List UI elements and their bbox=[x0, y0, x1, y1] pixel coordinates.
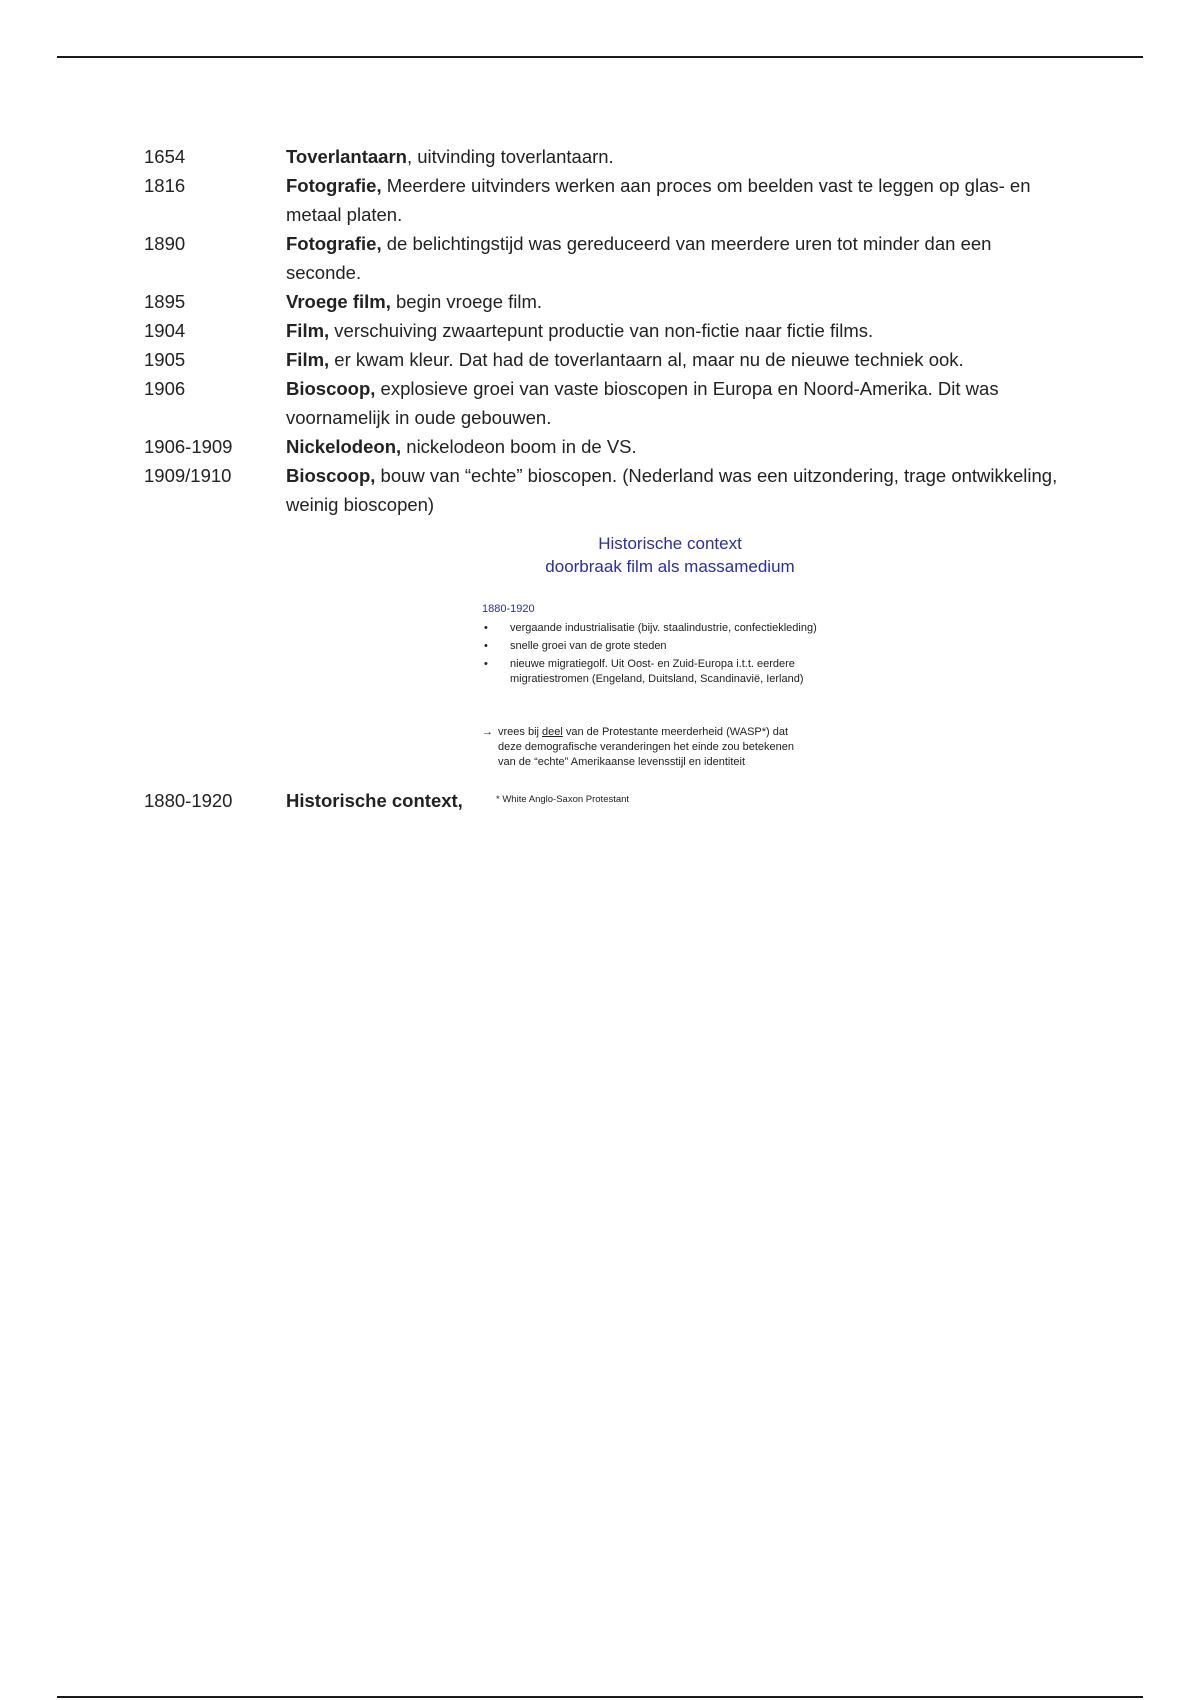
entry-text bbox=[286, 461, 1064, 519]
entry-text bbox=[286, 374, 1064, 432]
entry-term: Fotografie, bbox=[286, 175, 382, 196]
timeline-entry bbox=[144, 287, 1064, 316]
slide-bullet-text: snelle groei van de grote steden bbox=[510, 640, 667, 652]
slide-bullet-list bbox=[482, 621, 862, 690]
header-rule bbox=[57, 56, 1143, 58]
slide-title-line2: doorbraak film als massamedium bbox=[545, 557, 795, 576]
slide-title-line1: Historische context bbox=[598, 534, 742, 553]
slide-footnote: * White Anglo-Saxon Protestant bbox=[496, 794, 630, 805]
entry-year: 1654 bbox=[144, 146, 186, 167]
entry-text bbox=[286, 142, 1064, 171]
entry-year: 1906 bbox=[144, 378, 186, 399]
bullet-icon: • bbox=[484, 658, 488, 670]
entry-year: 1880-1920 bbox=[144, 790, 233, 811]
entry-description: er kwam kleur. Dat had de toverlantaarn al, maar nu de nieuwe techniek ook. bbox=[329, 349, 964, 370]
note-line-3: van de “echte” Amerikaanse levensstijl en identiteit bbox=[498, 756, 746, 768]
timeline-entry bbox=[144, 316, 1064, 345]
entry-term: Fotografie, bbox=[286, 233, 382, 254]
entry-term: Film, bbox=[286, 349, 330, 370]
entry-year: 1904 bbox=[144, 320, 186, 341]
note-text-post: van de Protestante meerderheid (WASP*) dat bbox=[562, 726, 789, 738]
entry-description: de belichtingstijd was gereduceerd van meerdere uren tot minder dan een seconde. bbox=[286, 233, 992, 283]
timeline-entry bbox=[144, 432, 1064, 461]
entry-term: Nickelodeon, bbox=[286, 436, 402, 457]
entry-text bbox=[286, 171, 1064, 229]
timeline-entry-historical bbox=[144, 788, 463, 814]
entry-year: 1890 bbox=[144, 233, 186, 254]
entry-description: begin vroege film. bbox=[390, 291, 543, 312]
entry-description: Meerdere uitvinders werken aan proces om beelden vast te leggen op glas- en metaal platen. bbox=[286, 175, 1031, 225]
slide-bullet-text: vergaande industrialisatie (bijv. staalindustrie, confectiekleding) bbox=[510, 622, 817, 634]
entry-description: explosieve groei van vaste bioscopen in Europa en Noord-Amerika. Dit was voornamelijk in oude gebouwen. bbox=[286, 378, 999, 428]
slide-bullet-text: nieuwe migratiegolf. Uit Oost- en Zuid-Europa i.t.t. eerdere migratiestromen (Engeland, Duitsland, Scandinavië, Ierland) bbox=[510, 658, 804, 685]
timeline-entry bbox=[144, 461, 1064, 519]
embedded-slide bbox=[470, 532, 870, 812]
entry-text bbox=[286, 316, 1064, 345]
entry-term: Bioscoop, bbox=[286, 378, 376, 399]
slide-note bbox=[482, 725, 862, 770]
entry-text bbox=[286, 345, 1064, 374]
arrow-right-icon: → bbox=[482, 726, 493, 738]
bullet-icon: • bbox=[484, 622, 488, 634]
entry-year: 1906-1909 bbox=[144, 436, 233, 457]
slide-bullet bbox=[482, 657, 862, 687]
bullet-icon: • bbox=[484, 640, 488, 652]
entry-term: Vroege film, bbox=[286, 291, 391, 312]
entry-description: nickelodeon boom in de VS. bbox=[401, 436, 637, 457]
timeline-entry bbox=[144, 374, 1064, 432]
timeline-entry bbox=[144, 171, 1064, 229]
footer-rule bbox=[57, 1696, 1143, 1698]
timeline-entry bbox=[144, 345, 1064, 374]
entry-text bbox=[286, 229, 1064, 287]
entry-year: 1905 bbox=[144, 349, 186, 370]
note-text-pre: vrees bij bbox=[498, 726, 543, 738]
entry-term: Bioscoop, bbox=[286, 465, 376, 486]
entry-term: Historische context, bbox=[286, 790, 463, 811]
slide-bullet bbox=[482, 639, 862, 654]
entry-text bbox=[286, 287, 1064, 316]
entry-description: bouw van “echte” bioscopen. (Nederland was een uitzondering, trage ontwikkeling, weinig bioscopen) bbox=[286, 465, 1058, 515]
entry-term: Toverlantaarn bbox=[286, 146, 407, 167]
entry-term: Film, bbox=[286, 320, 330, 341]
entry-year: 1909/1910 bbox=[144, 465, 232, 486]
timeline-entry bbox=[144, 229, 1064, 287]
entry-year: 1816 bbox=[144, 175, 186, 196]
entry-text bbox=[286, 432, 1064, 461]
entry-description: verschuiving zwaartepunt productie van non-fictie naar fictie films. bbox=[329, 320, 874, 341]
timeline-entry bbox=[144, 142, 1064, 171]
entry-year: 1895 bbox=[144, 291, 186, 312]
note-line-2: deze demografische veranderingen het einde zou betekenen bbox=[498, 741, 794, 753]
slide-period: 1880-1920 bbox=[482, 603, 535, 615]
timeline bbox=[144, 142, 1064, 519]
note-text-underlined: deel bbox=[542, 726, 563, 738]
entry-description: , uitvinding toverlantaarn. bbox=[406, 146, 614, 167]
slide-bullet bbox=[482, 621, 862, 636]
